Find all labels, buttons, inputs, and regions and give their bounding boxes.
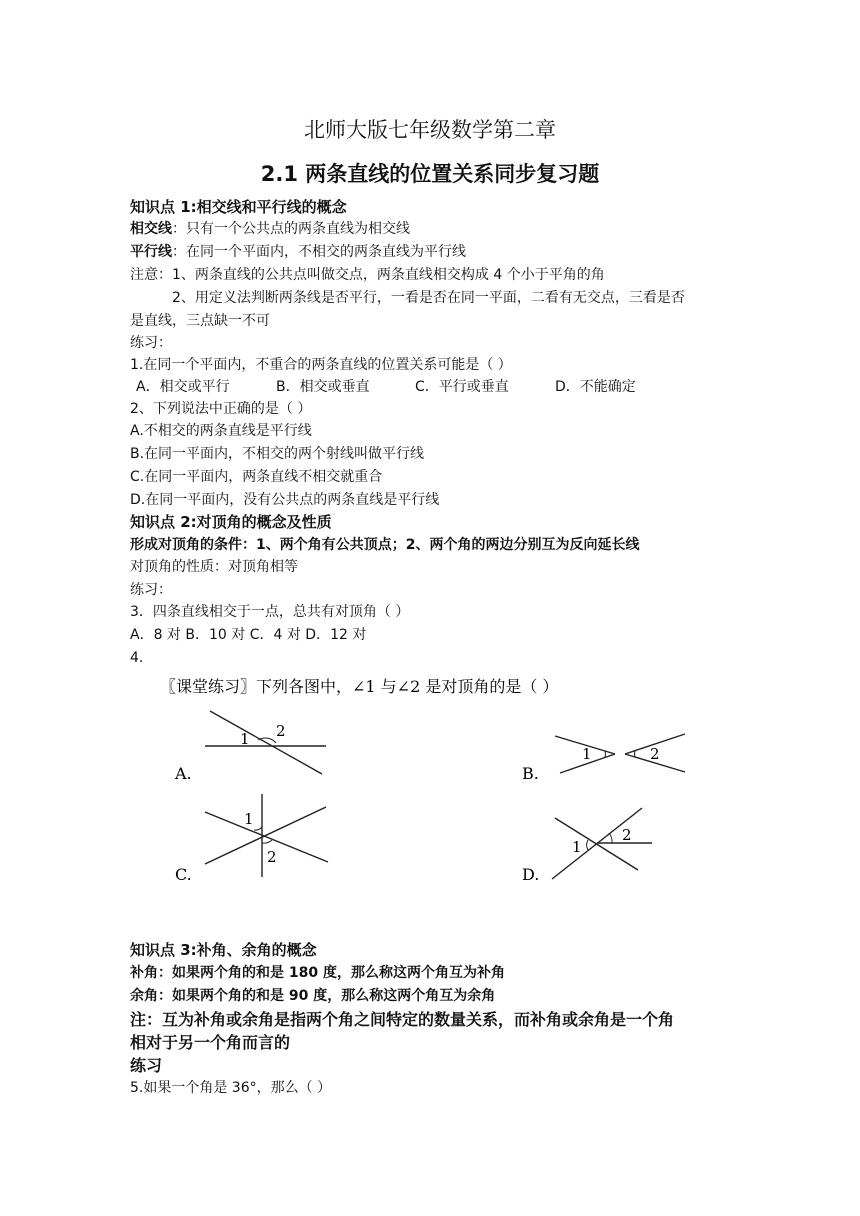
fig-c-angle-2: 2	[267, 848, 277, 866]
fig-c-label: C.	[175, 865, 192, 884]
kp3-note-line1: 注：互为补角或余角是指两个角之间特定的数量关系，而补角或余角是一个角	[130, 1010, 675, 1029]
kp1-def-intersecting	[130, 219, 410, 239]
q1-option-b: B．相交或垂直	[276, 379, 370, 395]
def2-text: ：在同一个平面内，不相交的两条直线为平行线	[172, 244, 466, 260]
fig-a-angle-arc	[258, 738, 276, 743]
kp2-property: 对顶角的性质：对顶角相等	[130, 559, 298, 575]
vertical-angles-figure	[150, 672, 710, 897]
fig-b-label: B.	[522, 764, 539, 783]
question-1: 1.在同一个平面内，不重合的两条直线的位置关系可能是（ ）	[130, 357, 512, 373]
kp2-practice: 练习：	[130, 582, 172, 598]
q2-option-a: A.不相交的两条直线是平行线	[130, 423, 312, 439]
fig-c-angle-1: 1	[244, 810, 254, 828]
kp2-heading: 知识点 2:对顶角的概念及性质	[130, 513, 332, 531]
fig-d-angle-1: 1	[572, 838, 582, 856]
def1-text: ：只有一个公共点的两条直线为相交线	[172, 221, 410, 237]
question-4: 4.	[130, 650, 144, 666]
q2-option-d: D.在同一平面内，没有公共点的两条直线是平行线	[130, 492, 440, 508]
fig-a-slant-line	[210, 711, 322, 774]
fig-d-angle-2: 2	[622, 826, 632, 844]
fig-b-angle-1: 1	[582, 745, 592, 763]
question-3: 3．四条直线相交于一点，总共有对顶角（ ）	[130, 604, 410, 620]
kp2-condition: 形成对顶角的条件：1、两个角有公共顶点；2、两个角的两边分别互为反向延长线	[130, 537, 640, 553]
kp1-note1: 注意：1、两条直线的公共点叫做交点，两条直线相交构成 4 个小于平角的角	[130, 267, 605, 283]
q1-option-c: C．平行或垂直	[415, 379, 509, 395]
kp3-supplementary: 补角：如果两个角的和是 180 度，那么称这两个角互为补角	[130, 965, 505, 981]
kp1-def-parallel	[130, 242, 466, 262]
kp3-practice: 练习	[130, 1056, 163, 1075]
figure-caption: 〖课堂练习〗下列各图中，∠1 与∠2 是对顶角的是（ ）	[160, 677, 559, 696]
fig-d-angle-arc-1	[587, 840, 588, 850]
kp1-note2a: 2、用定义法判断两条线是否平行，一看是否在同一平面，二看有无交点，三看是否	[172, 290, 685, 306]
fig-c-angle-arc-2	[262, 840, 272, 843]
kp1-note2b: 是直线，三点缺一不可	[130, 313, 270, 329]
fig-d-label: D.	[522, 865, 540, 884]
kp1-heading: 知识点 1:相交线和平行线的概念	[130, 198, 347, 216]
fig-c-angle-arc-1	[254, 827, 262, 830]
q1-option-a: A．相交或平行	[136, 379, 230, 395]
kp3-heading: 知识点 3:补角、余角的概念	[130, 941, 317, 959]
kp1-practice: 练习：	[130, 335, 172, 351]
fig-b-angle-2: 2	[650, 745, 660, 763]
question-2: 2、下列说法中正确的是（ ）	[130, 401, 312, 417]
kp3-note-line2: 相对于另一个角而言的	[130, 1033, 291, 1052]
fig-c-slant-line-2	[205, 807, 326, 864]
q3-options: A．8 对 B．10 对 C．4 对 D．12 对	[130, 627, 367, 643]
page-title: 北师大版七年级数学第二章	[304, 118, 556, 142]
q2-option-c: C.在同一平面内，两条直线不相交就重合	[130, 469, 383, 485]
question-5: 5.如果一个角是 36°，那么（ ）	[130, 1080, 332, 1096]
page-subtitle: 2.1 两条直线的位置关系同步复习题	[260, 162, 600, 186]
def2-term: 平行线	[130, 244, 172, 260]
fig-a-angle-1: 1	[240, 730, 250, 748]
q1-option-d: D．不能确定	[555, 379, 636, 395]
q2-option-b: B.在同一平面内，不相交的两个射线叫做平行线	[130, 446, 425, 462]
kp3-complementary: 余角：如果两个角的和是 90 度，那么称这两个角互为余角	[130, 988, 496, 1004]
def1-term: 相交线	[130, 221, 172, 237]
fig-a-label: A.	[175, 764, 192, 783]
fig-a-angle-2: 2	[276, 722, 286, 740]
